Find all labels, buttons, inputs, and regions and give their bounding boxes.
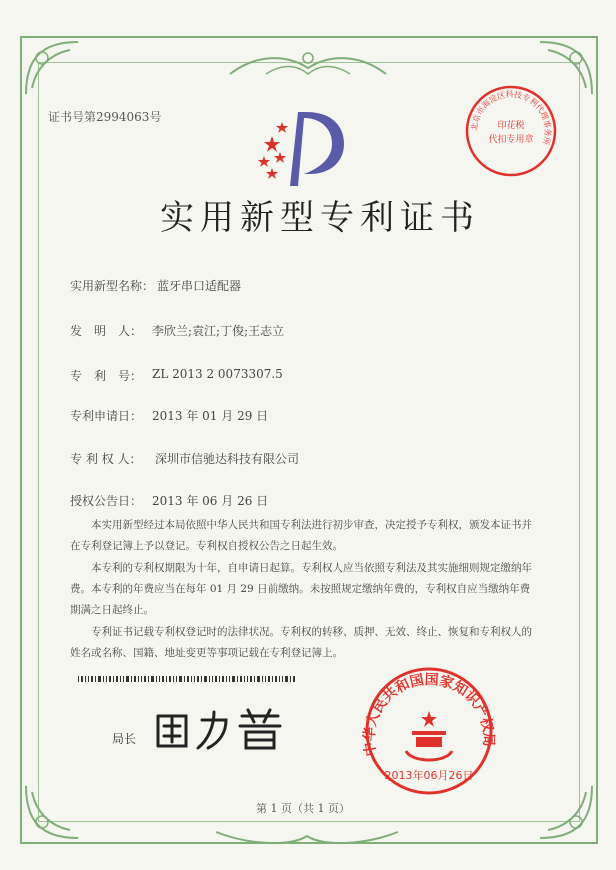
field-value-filing-date: 2013 年 01 月 29 日: [152, 409, 269, 423]
corner-ornament-icon: [22, 38, 92, 98]
bottom-ornament-icon: [212, 826, 402, 848]
patent-office-seal-icon: [362, 665, 496, 795]
field-value-grant-date: 2013 年 06 月 26 日: [152, 494, 269, 508]
corner-ornament-icon: [526, 782, 596, 842]
field-label-inventor: 发 明 人：: [70, 324, 143, 338]
paragraph-grant: 本实用新型经过本局依照中华人民共和国专利法进行初步审查，决定授予专利权，颁发本证书并在专利登记簿上予以登记。专利权自授权公告之日起生效。: [70, 519, 532, 552]
field-label-patentee: 专 利 权 人：: [70, 452, 142, 466]
barcode-icon: [78, 676, 296, 682]
page-indicator: 第 1 页（共 1 页）: [256, 802, 350, 815]
main-seal-date: 2013年06月26日: [384, 769, 474, 782]
certificate-title: 实用新型专利证书: [160, 198, 480, 238]
field-value-inventor: 李欣兰;袁江;丁俊;王志立: [152, 324, 285, 338]
tax-seal-icon: [464, 84, 558, 178]
corner-ornament-icon: [22, 782, 92, 842]
director-signature: [150, 706, 290, 752]
field-label-grant-date: 授权公告日：: [70, 494, 143, 508]
small-seal-line-2: 代扣专用章: [488, 135, 534, 145]
paragraph-register: 专利证书记载专利权登记时的法律状况。专利权的转移、质押、无效、终止、恢复和专利权人的姓名或名称、国籍、地址变更等事项记载在专利登记簿上。: [70, 626, 532, 659]
patent-office-logo-icon: [258, 106, 348, 190]
small-seal-line-1: 印花税: [497, 121, 525, 131]
field-label-filing-date: 专利申请日：: [70, 409, 143, 423]
paragraph-term: 本专利的专利权期限为十年，自申请日起算。专利权人应当依照专利法及其实施细则规定缴纳年费。本专利的年费应当在每年 01 月 29 日前缴纳。未按照规定缴纳年费的，专利权自应当缴纳年费期满之日起终止。: [70, 562, 532, 616]
field-value-patent-number: ZL 2013 2 0073307.5: [152, 367, 283, 381]
field-value-name: 蓝牙串口适配器: [157, 279, 242, 293]
field-label-patent-number: 专 利 号：: [70, 369, 143, 383]
top-ornament-icon: [226, 44, 390, 84]
director-label: 局长: [112, 732, 137, 746]
field-value-patentee: 深圳市信驰达科技有限公司: [155, 452, 300, 466]
field-label-name: 实用新型名称：: [70, 279, 155, 293]
small-seal-ring-text: 北京市海淀区科技专利代理事务所: [469, 89, 553, 146]
main-seal-ring-text: 中华人民共和国国家知识产权局: [362, 671, 496, 758]
certificate-number: 证书号第2994063号: [48, 110, 162, 124]
